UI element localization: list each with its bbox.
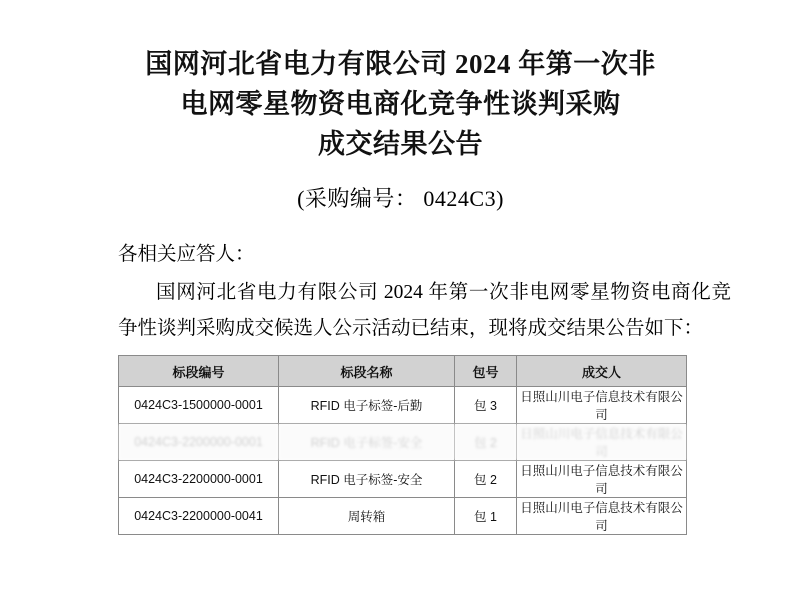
salutation: 各相关应答人： xyxy=(118,244,255,265)
cell-winner: 日照山川电子信息技术有限公司 xyxy=(517,387,687,424)
cell-section-name: RFID 电子标签-安全 xyxy=(279,424,455,461)
column-header-winner: 成交人 xyxy=(517,356,687,387)
column-header-section-no: 标段编号 xyxy=(119,356,279,387)
cell-package-no: 包 2 xyxy=(455,461,517,498)
cell-winner: 日照山川电子信息技术有限公司 xyxy=(517,498,687,535)
column-header-section-name: 标段名称 xyxy=(279,356,455,387)
table-row xyxy=(119,498,687,535)
body-text xyxy=(0,237,801,347)
announcement-paragraph: 国网河北省电力有限公司 2024 年第一次非电网零星物资电商化竞争性谈判采购成交候选人公示活动已结束，现将成交结果公告如下： xyxy=(118,282,731,339)
purchase-number: (采购编号： 0424C3) xyxy=(297,186,504,211)
title-line-3: 成交结果公告 xyxy=(318,129,483,159)
title-line-1: 国网河北省电力有限公司 2024 年第一次非 xyxy=(145,49,656,79)
cell-package-no: 包 2 xyxy=(455,424,517,461)
cell-winner: 日照山川电子信息技术有限公司 xyxy=(517,461,687,498)
table-row-redacted xyxy=(119,424,687,461)
cell-section-name: RFID 电子标签-后勤 xyxy=(279,387,455,424)
table-row xyxy=(119,387,687,424)
cell-section-no: 0424C3-2200000-0001 xyxy=(119,461,279,498)
cell-package-no: 包 1 xyxy=(455,498,517,535)
cell-section-no: 0424C3-2200000-0001 xyxy=(119,424,279,461)
cell-section-name: 周转箱 xyxy=(279,498,455,535)
cell-section-no: 0424C3-1500000-0001 xyxy=(119,387,279,424)
cell-winner: 日照山川电子信息技术有限公司 xyxy=(517,424,687,461)
table-row xyxy=(119,461,687,498)
cell-section-name: RFID 电子标签-安全 xyxy=(279,461,455,498)
cell-package-no: 包 3 xyxy=(455,387,517,424)
table-header-row xyxy=(119,356,687,387)
column-header-package-no: 包号 xyxy=(455,356,517,387)
page-title xyxy=(0,0,801,164)
title-line-2: 电网零星物资电商化竞争性谈判采购 xyxy=(180,89,621,119)
result-table xyxy=(118,355,687,535)
cell-section-no: 0424C3-2200000-0041 xyxy=(119,498,279,535)
